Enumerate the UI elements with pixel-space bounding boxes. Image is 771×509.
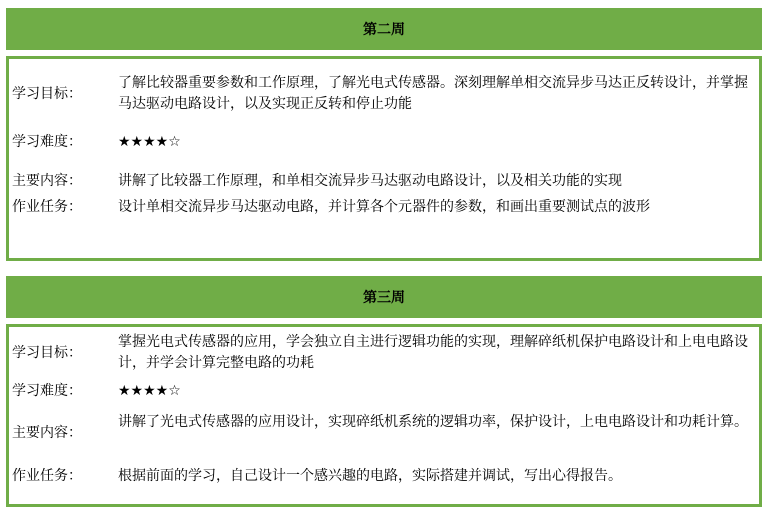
week-title: 第二周 — [363, 22, 405, 38]
row-learning-goal — [9, 73, 759, 115]
row-value: 掌握光电式传感器的应用，学会独立自主进行逻辑功能的实现，理解碎纸机保护电路设计和上电电路设计，并学会计算完整电路的功耗 — [118, 334, 748, 371]
row-label: 作业任务： — [12, 199, 82, 215]
row-value: 讲解了比较器工作原理，和单相交流异步马达驱动电路设计，以及相关功能的实现 — [118, 173, 622, 189]
row-value: 根据前面的学习，自己设计一个感兴趣的电路，实际搭建并调试，写出心得报告。 — [118, 468, 622, 484]
week-section — [6, 276, 762, 507]
row-label: 主要内容： — [12, 173, 82, 189]
week-body — [6, 324, 762, 507]
row-label: 主要内容： — [12, 424, 82, 441]
row-value: 讲解了光电式传感器的应用设计，实现碎纸机系统的逻辑功率，保护设计，上电电路设计和功耗计算。 — [118, 414, 748, 430]
row-main-content — [9, 171, 759, 192]
row-label: 学习目标： — [12, 344, 82, 361]
week-body — [6, 56, 762, 261]
row-label: 作业任务： — [12, 468, 82, 484]
row-label: 学习难度： — [12, 134, 82, 150]
row-difficulty — [9, 132, 759, 153]
difficulty-stars: ★★★★☆ — [118, 383, 181, 399]
row-value: 了解比较器重要参数和工作原理，了解光电式传感器。深刻理解单相交流异步马达正反转设计，并掌握马达驱动电路设计，以及实现正反转和停止功能 — [118, 75, 748, 112]
row-label: 学习目标： — [12, 85, 82, 102]
week-section — [6, 8, 762, 261]
row-difficulty — [9, 381, 759, 402]
week-header — [6, 276, 762, 318]
week-title: 第三周 — [363, 290, 405, 306]
row-main-content — [9, 412, 759, 454]
row-value: 设计单相交流异步马达驱动电路，并计算各个元器件的参数，和画出重要测试点的波形 — [118, 199, 650, 215]
row-homework — [9, 197, 759, 218]
week-header — [6, 8, 762, 50]
row-label: 学习难度： — [12, 383, 82, 399]
row-learning-goal — [9, 332, 759, 374]
difficulty-stars: ★★★★☆ — [118, 134, 181, 150]
row-homework — [9, 466, 759, 487]
